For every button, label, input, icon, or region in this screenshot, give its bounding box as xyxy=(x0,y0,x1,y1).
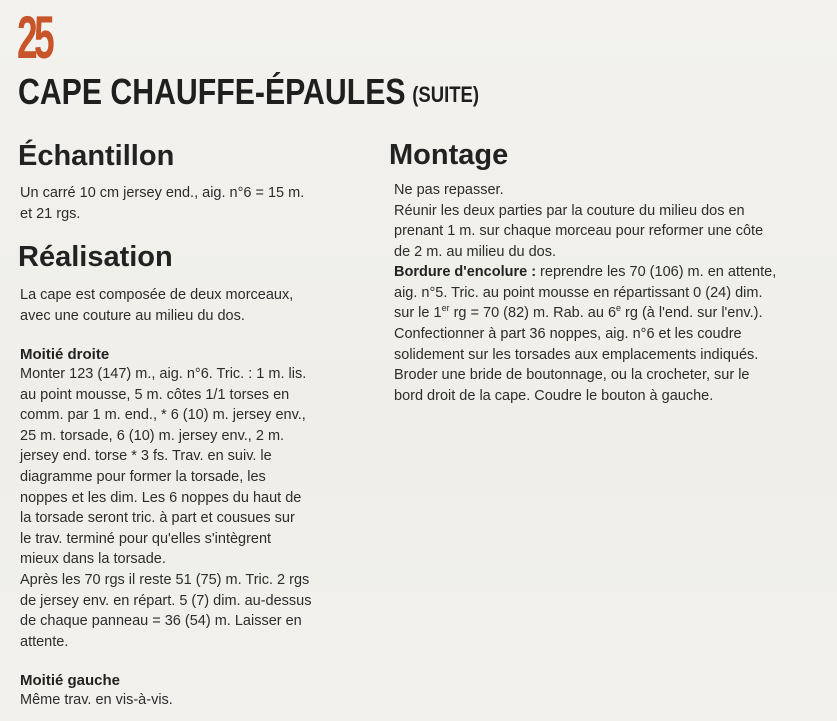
bordure-line3b: rg = 70 (82) m. Rab. au 6 xyxy=(449,305,617,322)
bordure-line3a: sur le 1 xyxy=(394,305,442,322)
moitie-droite-text: Monter 123 (147) m., aig. n°6. Tric. : 1 m. lis. au point mousse, 5 m. côtes 1/1 torses en comm. par 1 m. end., * 6 (10) m. jersey env., 25 m. torsade, 6 (10) m. jersey env., 2 m. jersey end. torse * 3 fs. Trav. en suiv. le diagramme pour former la torsade, les noppes et les dim. Les 6 noppes du haut de la torsade seront tric. à part et cousues sur le trav. terminé pour qu'elles s'intègrent mieux dans la torsade. Après les 70 rgs il reste 51 (75) m. Tric. 2 rgs de jersey env. en répart. 5 (7) dim. au-dessus de chaque panneau = 36 (54) m. Laisser en attente. xyxy=(20,366,312,650)
moitie-gauche-heading: Moitié gauche xyxy=(20,672,121,689)
bordure-sup2: e xyxy=(616,303,622,314)
echantillon-text: Un carré 10 cm jersey end., aig. n°6 = 15 m. et 21 rgs. xyxy=(20,185,305,222)
title-text: CAPE CHAUFFE-ÉPAULES xyxy=(18,71,406,112)
montage-text: Ne pas repasser. Réunir les deux parties par la couture du milieu dos en prenant 1 m. sur chaque morceau pour reformer une côte de 2 m. au milieu du dos. xyxy=(394,182,764,260)
bordure-label: Bordure d'encolure : xyxy=(394,264,537,280)
title-suite: (SUITE) xyxy=(412,82,480,107)
bordure-line2: aig. n°5. Tric. au point mousse en répartissant 0 (24) dim. xyxy=(394,284,763,301)
moitie-droite-heading: Moitié droite xyxy=(20,346,110,363)
montage-heading: Montage xyxy=(389,139,509,171)
pattern-number: 25 xyxy=(17,4,51,71)
page-title xyxy=(18,72,479,115)
bordure-line3c: rg (à l'end. sur l'env.). xyxy=(621,305,763,322)
echantillon-heading: Échantillon xyxy=(18,140,175,172)
moitie-gauche-text: Même trav. en vis-à-vis. xyxy=(20,692,173,708)
bordure-paragraph xyxy=(394,262,824,324)
bordure-rest-text: Confectionner à part 36 noppes, aig. n°6 et les coudre solidement sur les torsades aux emplacements indiqués. Broder une bride de boutonnage, ou la crocheter, sur le bord droit de la cape. Coudre le bouton à gauche. xyxy=(394,326,759,404)
bordure-line1: reprendre les 70 (106) m. en attente, xyxy=(536,264,777,280)
realisation-text: La cape est composée de deux morceaux, avec une couture au milieu du dos. xyxy=(20,287,294,324)
realisation-heading: Réalisation xyxy=(18,241,173,273)
bordure-sup1: er xyxy=(441,303,450,314)
